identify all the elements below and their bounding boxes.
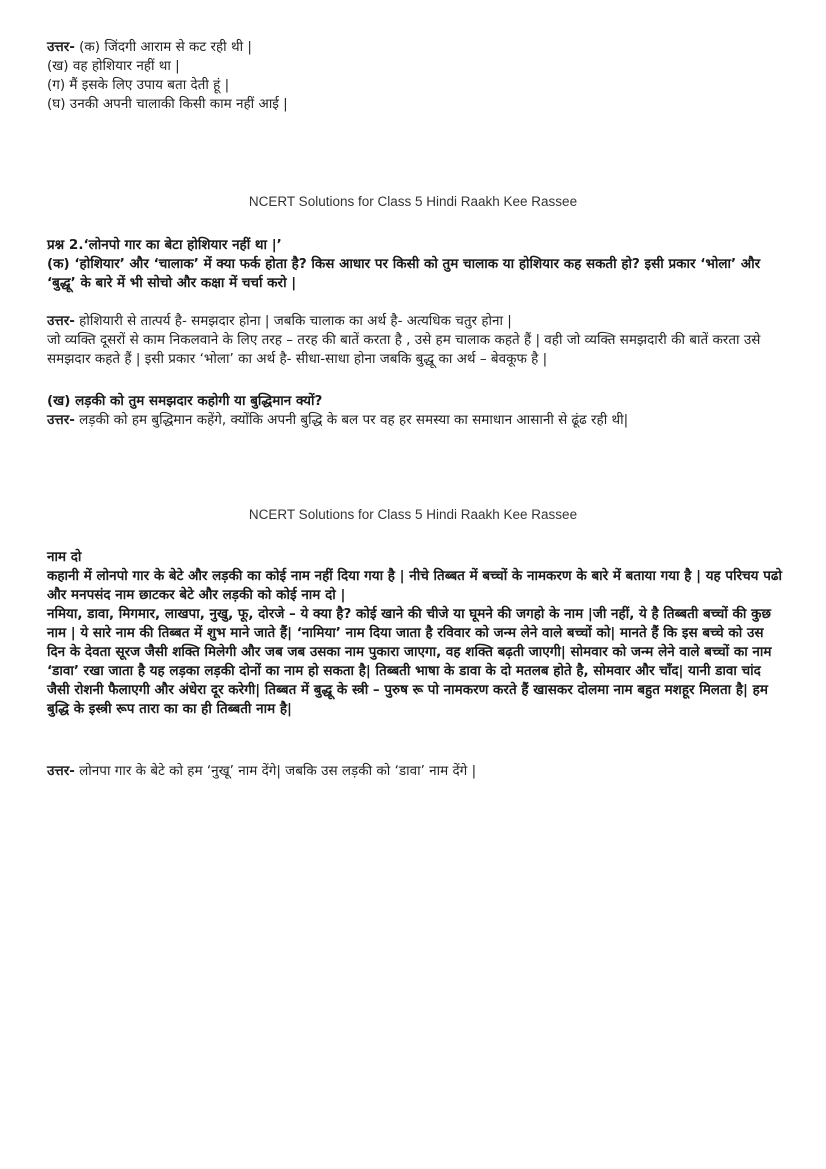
answer-paragraph — [47, 312, 782, 331]
answer-paragraph — [47, 762, 782, 781]
activity-body: कहानी में लोनपो गार के बेटे और लड़की का कोई नाम नहीं दिया गया है | नीचे तिब्बत में बच्चों के नामकरण के बारे में बताया गया है | यह परिचय पढो और मनपसंद नाम छाटकर बेटे और लड़की को कोई नाम दो | — [47, 568, 782, 603]
activity-title: नाम दो — [47, 549, 82, 565]
question-block-2 — [47, 236, 782, 293]
answer-label: उत्तर- — [47, 412, 75, 428]
activity-block — [47, 548, 782, 719]
answer-line: (घ) उनकी अपनी चालाकी किसी काम नहीं आई | — [47, 96, 288, 112]
answer-label: उत्तर- — [47, 39, 75, 55]
answer-label: उत्तर- — [47, 763, 75, 779]
page-header: NCERT Solutions for Class 5 Hindi Raakh Kee Rassee — [248, 194, 578, 209]
answer-line — [47, 38, 782, 57]
answer-line: (ख) वह होशियार नहीं था | — [47, 58, 180, 74]
answer-block-1 — [47, 38, 782, 114]
question-body: (क) ‘होशियार’ और ‘चालाक’ में क्या फर्क होता है? किस आधार पर किसी को तुम चालाक या होशियार कह सकती हो? इसी प्रकार ‘भोला’ और ‘बुद्धू’ के बारे में भी सोचो और कक्षा में चर्चा करो | — [47, 256, 761, 291]
answer-line: (ग) मैं इसके लिए उपाय बता देती हूं | — [47, 77, 230, 93]
question-block-2b — [47, 392, 782, 430]
answer-paragraph: जो व्यक्ति दूसरों से काम निकलवाने के लिए तरह – तरह की बातें करता है , उसे हम चालाक कहते हैं | वही जो व्यक्ति समझदारी की बातें करता उसे समझदार कहते हैं | इसी प्रकार ‘भोला’ का अर्थ है- सीधा-साधा होना जबकि बुद्धू का अर्थ – बेवकूफ है | — [47, 332, 761, 367]
question-title: प्रश्न 2.‘लोनपो गार का बेटा होशियार नहीं था |’ — [47, 237, 282, 253]
answer-paragraph — [47, 411, 782, 430]
page-header: NCERT Solutions for Class 5 Hindi Raakh Kee Rassee — [248, 507, 578, 522]
answer-text: (क) जिंदगी आराम से कट रही थी | — [79, 39, 252, 55]
activity-body: नमिया, डावा, मिगमार, लाखपा, नुखु, फू, दोरजे – ये क्या है? कोई खाने की चीजे या घूमने की जगहो के नाम |जी नहीं, ये है तिब्बती बच्चों की कुछ नाम | ये सारे नाम की तिब्बत में शुभ माने जाते हैं| ‘नामिया’ नाम दिया जाता है रविवार को जन्म लेने वाले बच्चों को| मानते हैं कि इस बच्चे को उस दिन के देवता सूरज जैसी शक्ति मिलेगी और जब जब उसका नाम पुकारा जाएगा, वह शक्ति बढ़ती जाएगी| सोमवार को जन्म लेने वाले बच्चों का नाम ‘डावा’ रखा जाता है यह लड़का लड़की दोनों का नाम हो सकता है| तिब्बती भाषा के डावा के दो मतलब होते है, सोमवार और चाँद| यानी डावा चांद जैसी रोशनी फैलाएगी और अंधेरा दूर करेगी| तिब्बत में बुद्धू के स्त्री – पुरुष रू पो नामकरण करते हैं खासकर दोलमा नाम बहुत मशहूर मिलता है| हम बुद्धि के इस्त्री रूप तारा का का ही तिब्बती नाम है| — [47, 606, 772, 717]
answer-text: लड़की को हम बुद्धिमान कहेंगे, क्योंकि अपनी बुद्धि के बल पर वह हर समस्या का समाधान आसानी से ढूंढ रही थी| — [79, 412, 629, 428]
answer-text: लोनपा गार के बेटे को हम ‘नुखू’ नाम देंगे| जबकि उस लड़की को ‘डावा’ नाम देंगे | — [79, 763, 477, 779]
answer-block-3 — [47, 762, 782, 781]
question-b: (ख) लड़की को तुम समझदार कहोगी या बुद्धिमान क्यों? — [47, 393, 323, 409]
answer-text: होशियारी से तात्पर्य है- समझदार होना | जबकि चालाक का अर्थ है- अत्यधिक चतुर होना | — [79, 313, 512, 329]
answer-block-2 — [47, 312, 782, 369]
answer-label: उत्तर- — [47, 313, 75, 329]
